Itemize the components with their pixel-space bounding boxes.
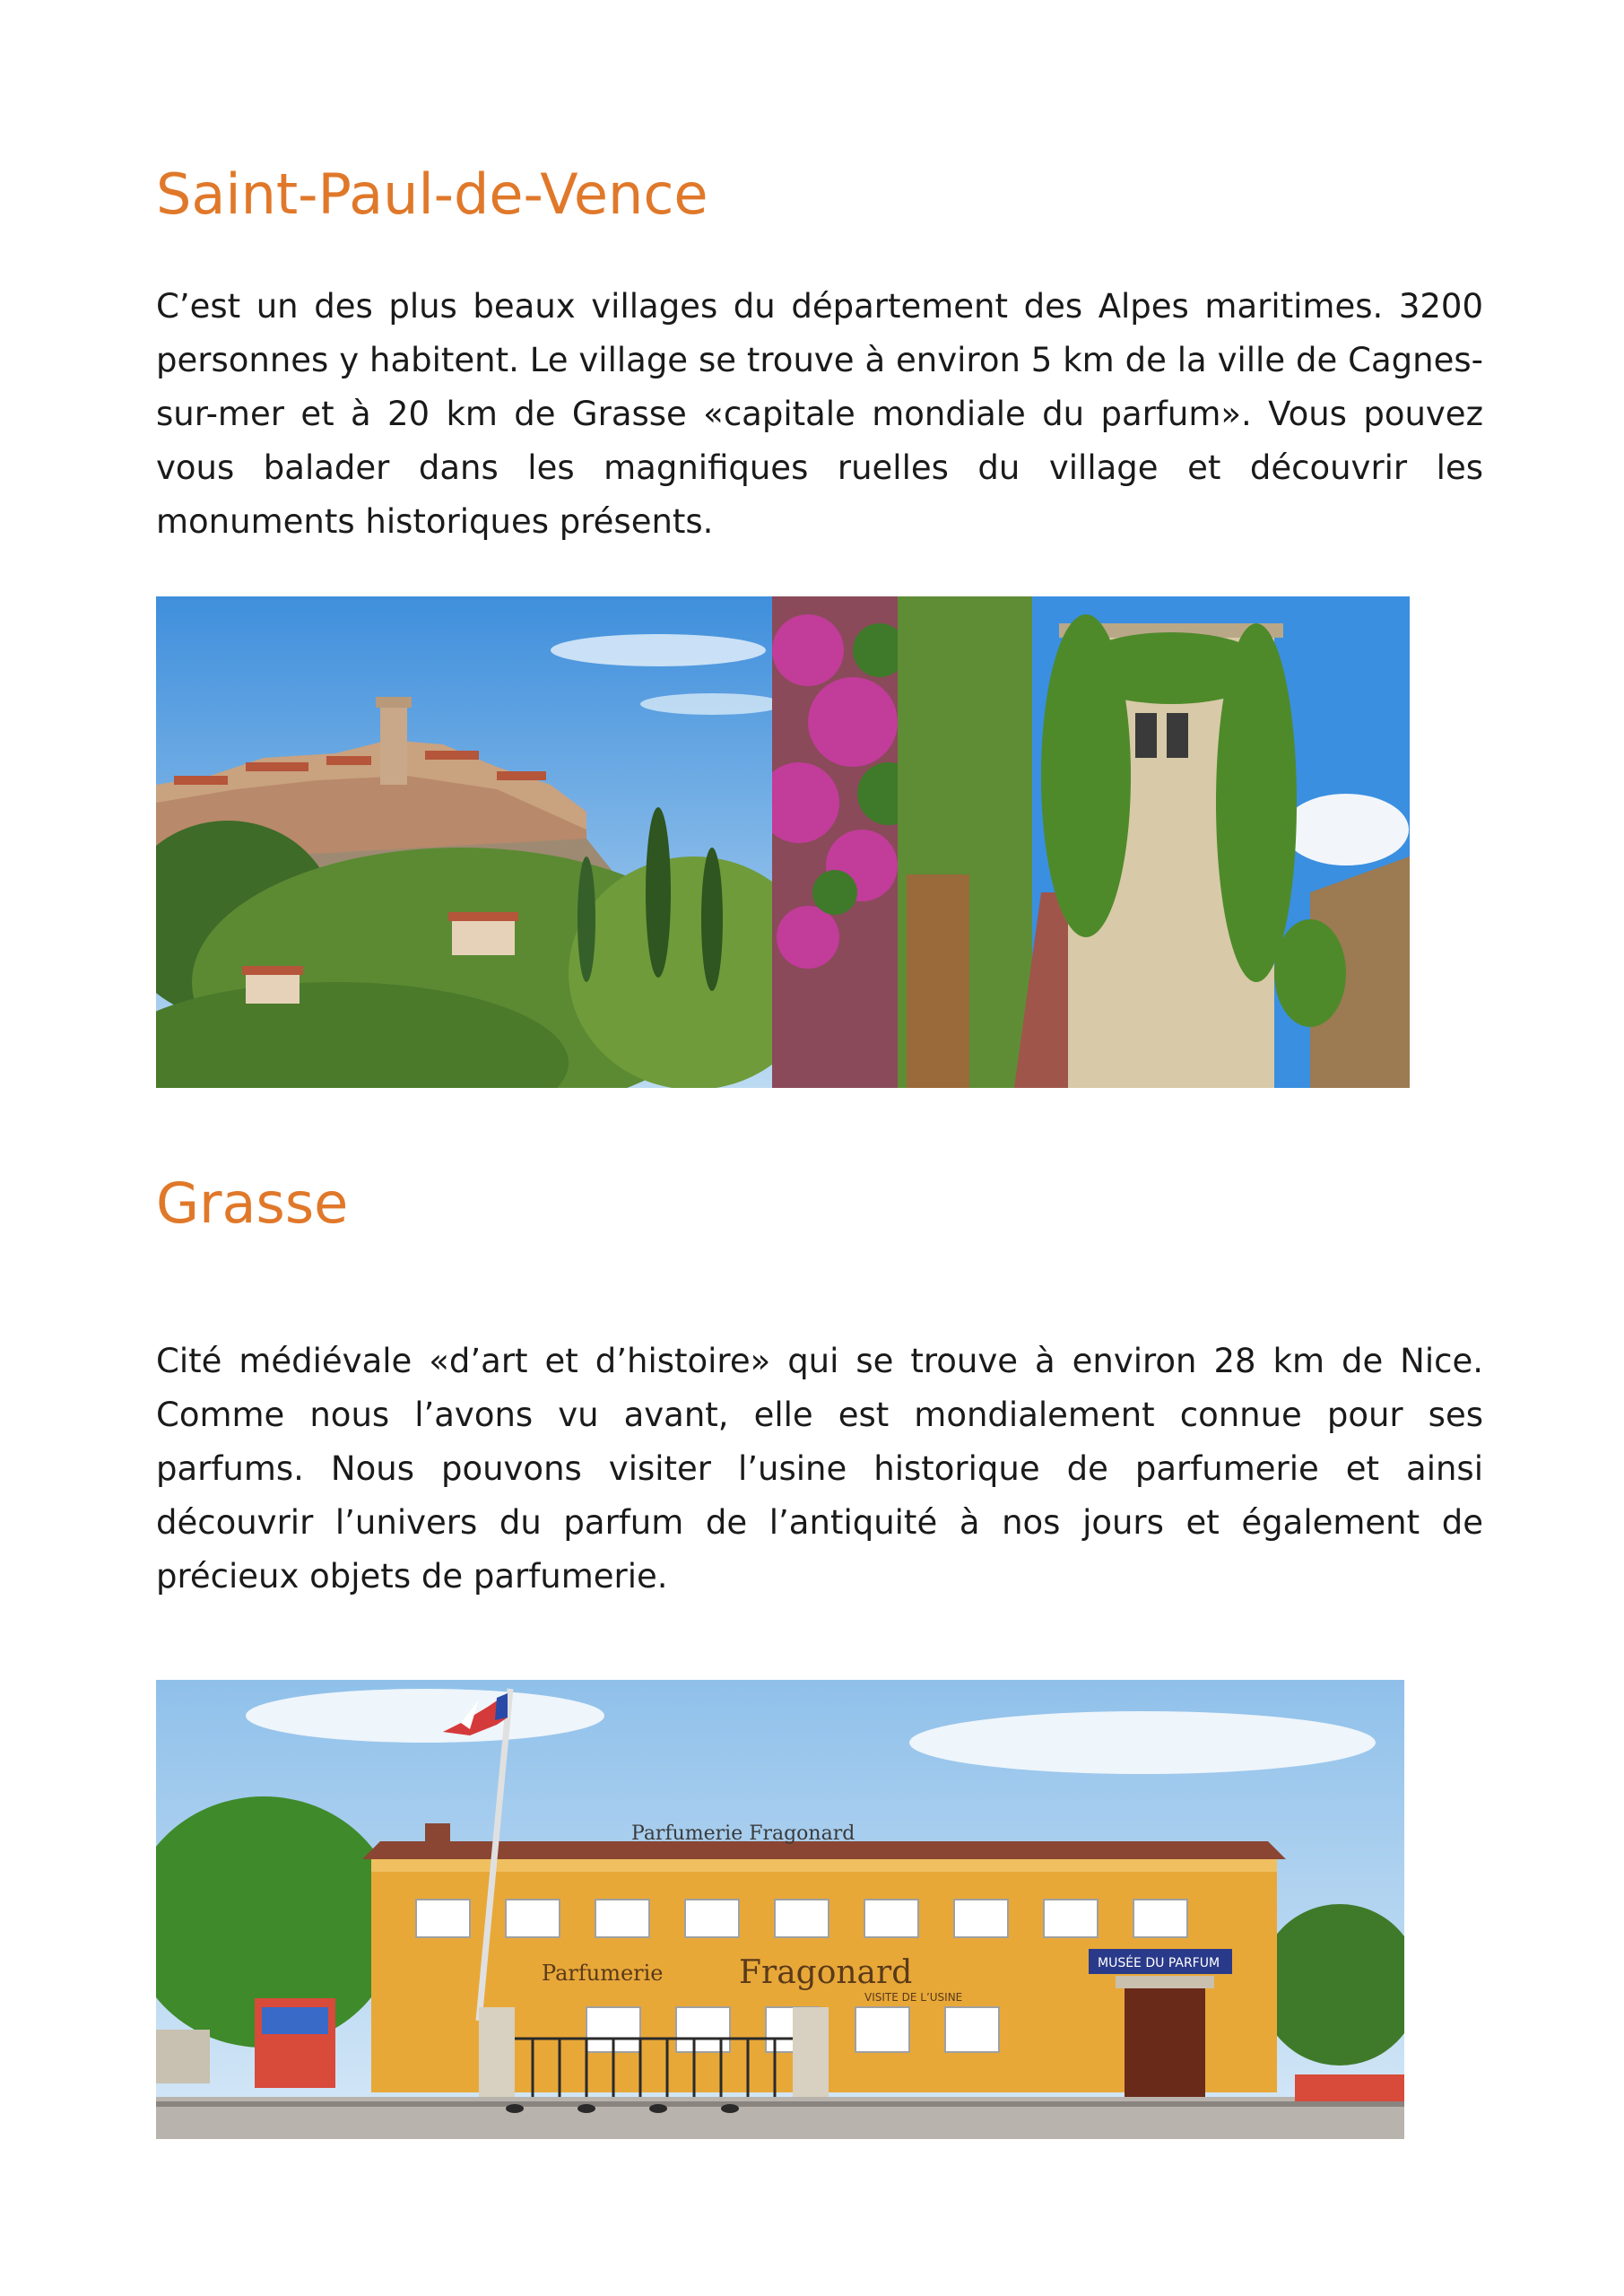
museum-sign-text: MUSÉE DU PARFUM bbox=[1098, 1956, 1220, 1970]
roof-sign-text: Parfumerie Fragonard bbox=[631, 1822, 855, 1845]
section-paragraph-saint-paul: C’est un des plus beaux villages du département des Alpes maritimes. 3200 personnes y habitent. Le village se trouve à environ 5 km de la ville de Cagnes-sur-mer et à 20 km de Grasse «capitale mondiale du parfum». Vous pouvez vous balader dans les magnifiques ruelles du village et découvrir les monuments historiques présents. bbox=[156, 287, 1483, 541]
facade-big-text: Fragonard bbox=[739, 1954, 913, 1991]
facade-small-text: Parfumerie bbox=[542, 1961, 664, 1986]
photo-saint-paul-flower-alley bbox=[772, 596, 1410, 1088]
photo-saint-paul-hilltop bbox=[156, 596, 772, 1088]
section-title-saint-paul: Saint-Paul-de-Vence bbox=[156, 161, 708, 227]
section-title-grasse: Grasse bbox=[156, 1170, 349, 1236]
photo-parfumerie-fragonard bbox=[156, 1680, 1404, 2139]
facade-sub-text: VISITE DE L’USINE bbox=[864, 1991, 963, 2004]
section-paragraph-grasse: Cité médiévale «d’art et d’histoire» qui se trouve à environ 28 km de Nice. Comme nous l’avons vu avant, elle est mondialement connue pour ses parfums. Nous pouvons visiter l’usine historique de parfumerie et ainsi découvrir l’univers du parfum de l’antiquité à nos jours et également de précieux objets de parfumerie. bbox=[156, 1342, 1483, 1596]
